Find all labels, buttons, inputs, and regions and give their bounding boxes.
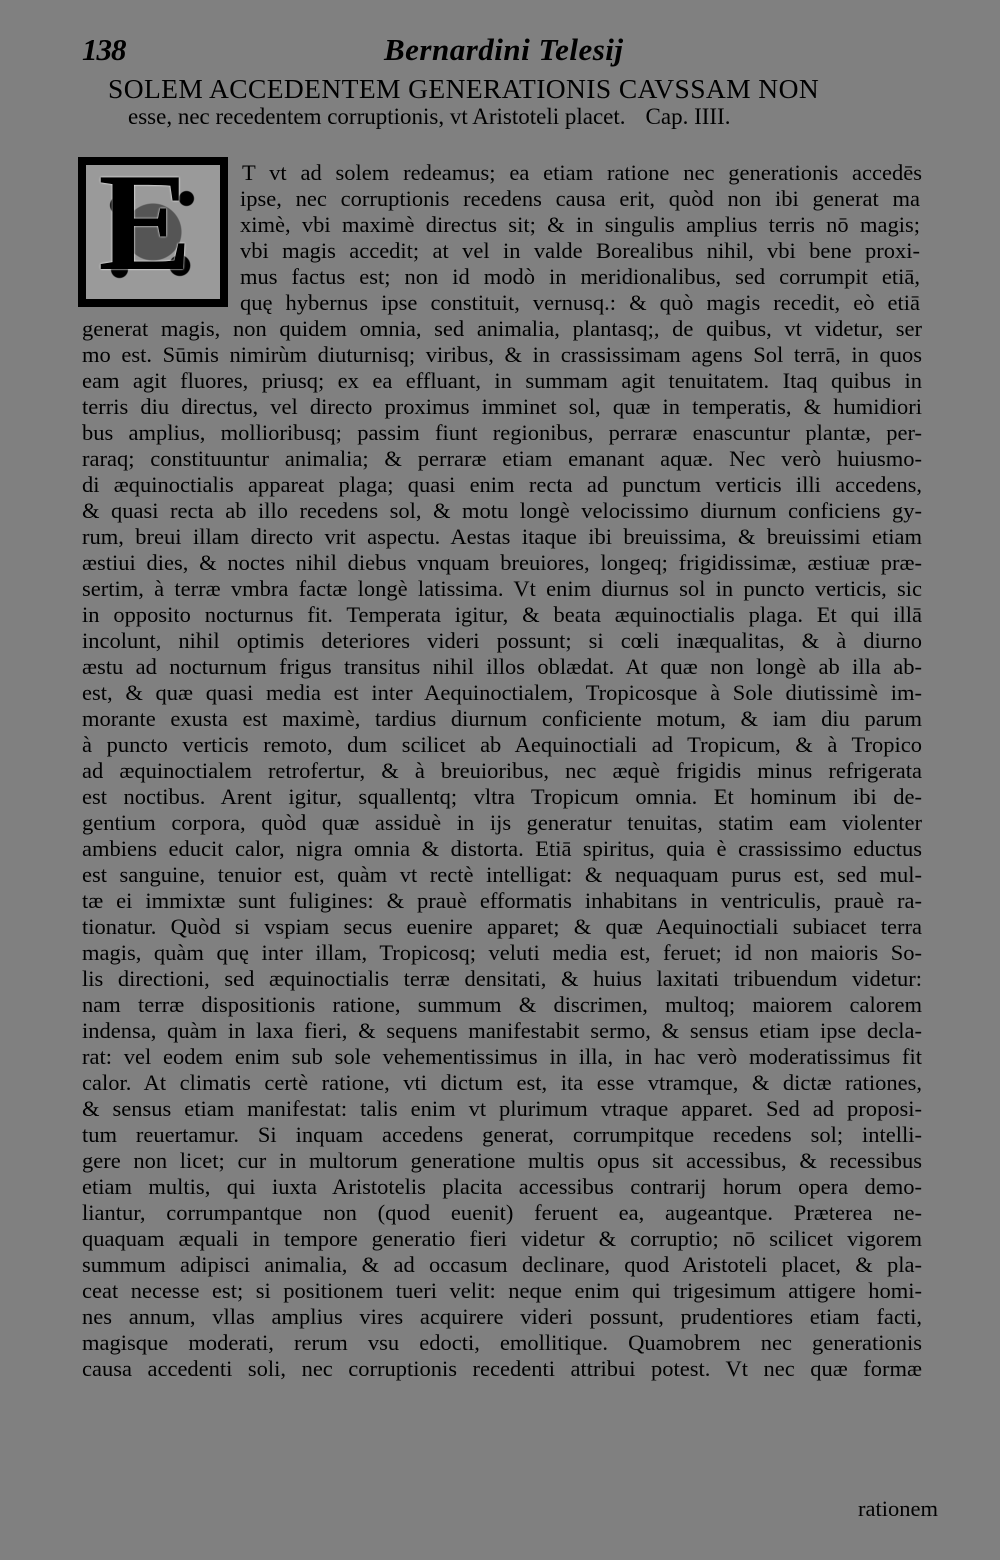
text-line: causa accedenti soli, nec corruptionis recedenti attribui potest. Vt nec quæ formæ [82,1356,922,1381]
text-line: ximè, vbi maximè directus sit; & in singulis amplius terris nō magis; [240,212,920,237]
text-line: magisque moderati, rerum vsu edocti, emollitique. Quamobrem nec generationis [82,1330,922,1355]
text-line: lis directioni, sed æquinoctialis terræ densitati, & huius laxitati tribuendum videtur: [82,966,922,991]
text-line: tum reuertamur. Si inquam accedens generat, corrumpitque recedens sol; intelli- [82,1122,922,1147]
text-line: gentium corpora, quòd quæ assiduè in ijs generatur tenuitas, statim eam violenter [82,810,922,835]
text-line: bus amplius, mollioribusq; passim fiunt regionibus, perraræ enascuntur plantæ, per- [82,420,922,445]
running-title: Bernardini Telesij [384,32,624,67]
text-line: ambiens educit calor, nigra omnia & distorta. Etiā spiritus, quia è crassissimo eductus [82,836,922,861]
text-line: incolunt, nihil optimis deteriores videri possunt; si cœli inæqualitas, & à diurno [82,628,922,653]
text-line: æstu ad nocturnum frigus transitus nihil illos oblædat. At quæ non longè ab illa ab- [82,654,922,679]
text-line: liantur, corrumpantque non (quod euenit) feruent ea, augeantque. Præterea ne- [82,1200,922,1225]
text-line: nes annum, vllas amplius vires acquirere videri possunt, prudentiores etiam facti, [82,1304,922,1329]
chapter-number: Cap. IIII. [645,104,731,129]
initial-letter: E [98,145,192,300]
text-line: mo est. Sūmis nimirùm diuturnisq; viribus, & in crassissimam agens Sol terrā, in quos [82,342,922,367]
text-line: terris diu directus, vel directo proximus imminet sol, quæ in temperatis, & humidiori [82,394,922,419]
text-line: à puncto verticis remoto, dum scilicet ab Aequinoctiali ad Tropicum, & à Tropico [82,732,922,757]
text-line: raraq; constituuntur animalia; & perraræ etiam emanant aquæ. Nec verò huiusmo- [82,446,922,471]
text-line: mus factus est; non id modò in meridionalibus, sed corrumpit etiā, [240,264,920,289]
text-line: sertim, à terræ vmbra factæ longè latissima. Vt enim diurnus sol in puncto verticis, sic [82,576,922,601]
text-line: T vt ad solem redeamus; ea etiam ratione nec generationis accedēs [242,160,922,185]
text-line: rat: vel eodem enim sub sole vehementissimus in illa, in hac verò moderatissimus fit [82,1044,922,1069]
text-line: ad æquinoctialem retrofertur, & à breuioribus, nec æquè frigidis minus refrigerata [82,758,922,783]
decorated-initial [78,145,228,307]
text-line: rum, breui illam directo vrit aspectu. Aestas itaque ibi breuissima, & breuissimi etiam [82,524,922,549]
text-line: quaquam æquali in tempore generatio fieri videtur & corruptio; nō scilicet vigorem [82,1226,922,1251]
text-line: etiam multis, qui iuxta Aristotelis placita accessibus contrarij horum opera demo- [82,1174,922,1199]
text-line: ceat necesse est; si positionem tueri velit: neque enim qui trigesimum attigere homi- [82,1278,922,1303]
text-line: & quasi recta ab illo recedens sol, & motu longè velocissimo diurnum conficiens gy- [82,498,922,523]
page-number: 138 [82,32,126,67]
text-line: nam terræ dispositionis ratione, summum & discrimen, multoq; maiorem calorem [82,992,922,1017]
chapter-heading: SOLEM ACCEDENTEM GENERATIONIS CAVSSAM NON [108,73,820,104]
chapter-subheading-text: esse, nec recedentem corruptionis, vt Aristoteli placet. [128,104,626,129]
text-line: tionatur. Quòd si vspiam secus euenire apparet; & quæ Aequinoctiali subiacet terra [82,914,922,939]
text-line: tæ ei immixtæ sunt fuligines: & prauè efformatis inhabitans in ventriculis, prauè ra- [82,888,922,913]
text-line: ipse, nec corruptionis recedens causa erit, quòd non ibi generat ma [240,186,920,211]
text-line: magis, quàm quę inter illam, Tropicosq; veluti media est, feruet; id non maioris So- [82,940,922,965]
text-line: est noctibus. Arent igitur, squallentq; vltra Tropicum omnia. Et hominum ibi de- [82,784,922,809]
text-line: est, & quæ quasi media est inter Aequinoctialem, Tropicosque à Sole diutissimè im- [82,680,922,705]
text-line: morante exusta est maximè, tardius diurnum conficiente motum, & iam diu parum [82,706,922,731]
text-line: generat magis, non quidem omnia, sed animalia, plantasq;, de quibus, vt videtur, ser [82,316,922,341]
text-line: vbi magis accedit; at vel in valde Borealibus nihil, vbi bene proxi- [240,238,920,263]
running-head [0,20,1000,70]
text-line: di æquinoctialis appareat plaga; quasi enim recta ad punctum verticis illi accedens, [82,472,922,497]
chapter-subheading [128,103,730,131]
catchword: rationem [858,1496,938,1521]
text-line: æstiui dies, & noctes nihil diebus vnquam breuiores, longeq; frigidissimæ, æstiuæ præ- [82,550,922,575]
text-line: eam agit fluores, priusq; ex ea effluant, in summam agit tenuitatem. Itaq quibus in [82,368,922,393]
text-line: quę hybernus ipse constituit, vernusq.: & quò magis recedit, eò etiā [240,290,920,315]
text-line: indensa, quàm in laxa fieri, & sequens manifestabit sermo, & sensus etiam ipse decla- [82,1018,922,1043]
text-line: summum adipisci animalia, & ad occasum declinare, quod Aristoteli placet, & pla- [82,1252,922,1277]
text-line: est sanguine, tenuior est, quàm vt rectè intelligat: & nequaquam purus est, sed mul- [82,862,922,887]
text-line: in opposito nocturnus fit. Temperata igitur, & beata æquinoctialis plaga. Et qui illā [82,602,922,627]
text-line: calor. At climatis certè ratione, vti dictum est, ita esse vtramque, & dictæ rationes, [82,1070,922,1095]
text-line: & sensus etiam manifestat: talis enim vt plurimum vtraque apparet. Sed ad proposi- [82,1096,922,1121]
text-line: gere non licet; cur in multorum generatione multis opus sit accessibus, & recessibus [82,1148,922,1173]
